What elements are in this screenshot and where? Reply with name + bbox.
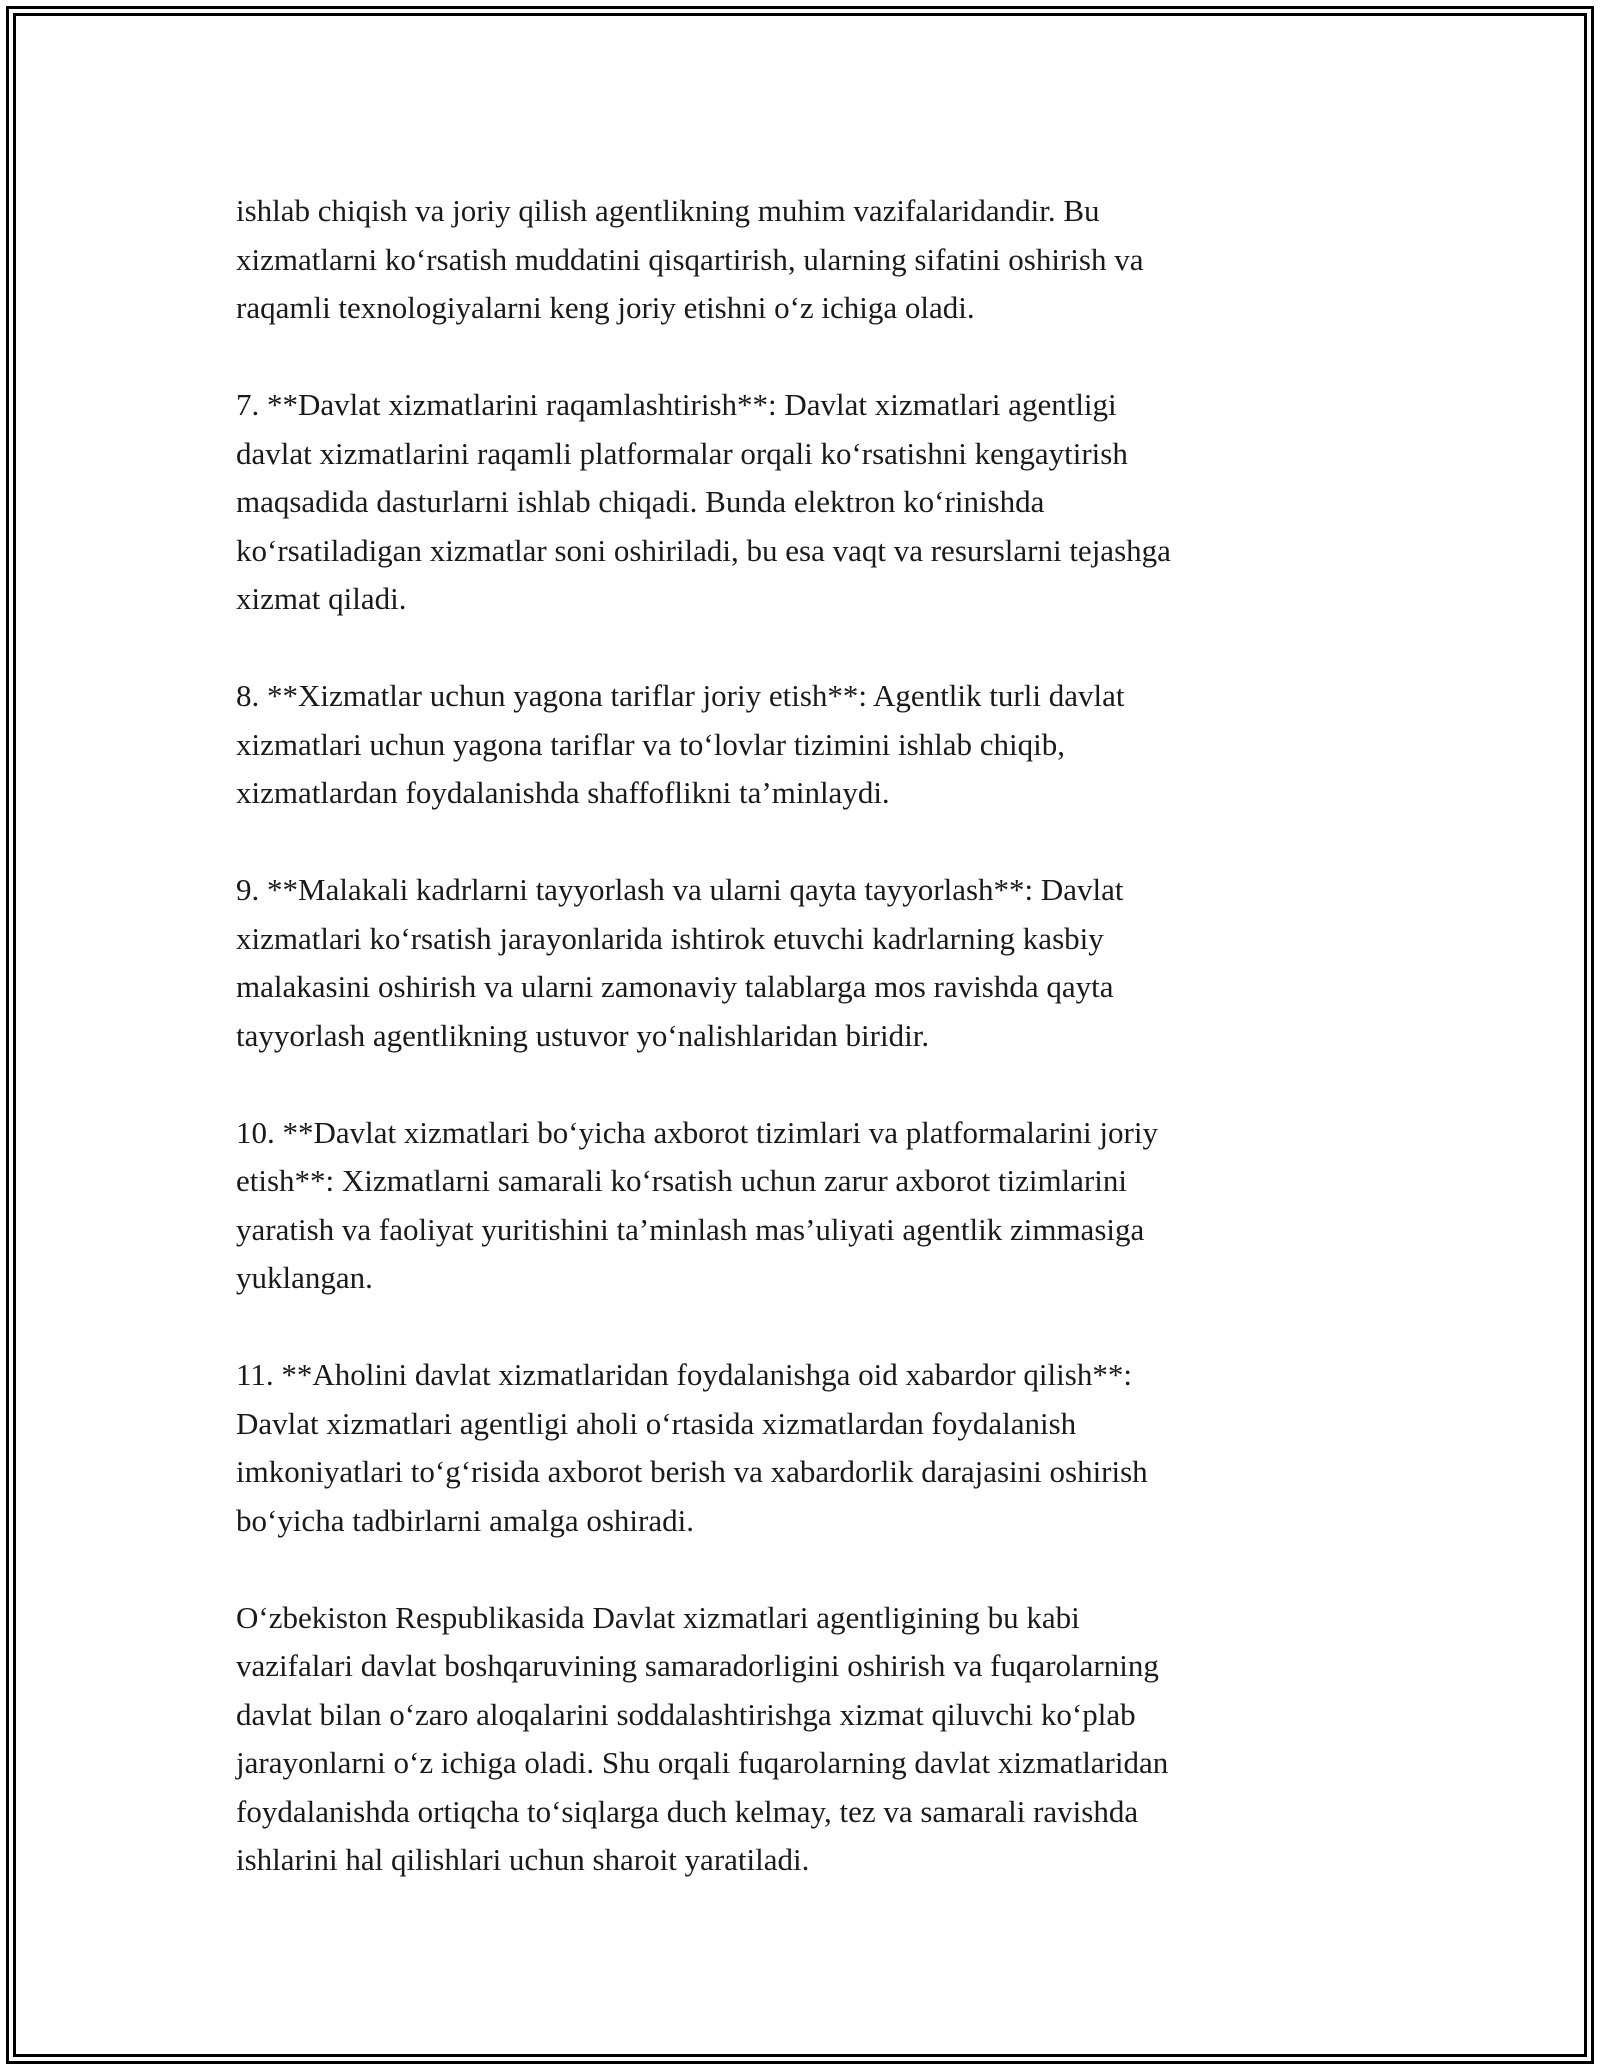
paragraph-conclusion: O‘zbekiston Respublikasida Davlat xizmatlari agentligining bu kabi vazifalari davlat boshqaruvining samaradorligini oshirish va fuqarolarning davlat bilan o‘zaro aloqalarini soddalashtirishga xizmat qiluvchi ko‘plab jarayonlarni o‘z ichiga oladi. Shu orqali fuqarolarning davlat xizmatlaridan foydalanishda ortiqcha to‘siqlarga duch kelmay, tez va samarali ravishda ishlarini hal qilishlari uchun sharoit yaratiladi.	[236, 1599, 1169, 1877]
document-body	[236, 187, 1366, 1885]
paragraph-intro: ishlab chiqish va joriy qilish agentlikning muhim vazifalaridandir. Bu xizmatlarni ko‘rsatish muddatini qisqartirish, ularning sifatini oshirish va raqamli texnologiyalarni keng joriy etishni o‘z ichiga oladi.	[236, 193, 1144, 325]
paragraph-item-9: 9. **Malakali kadrlarni tayyorlash va ularni qayta tayyorlash**: Davlat xizmatlari ko‘rsatish jarayonlarida ishtirok etuvchi kadrlarning kasbiy malakasini oshirish va ularni zamonaviy talablarga mos ravishda qayta tayyorlash agentlikning ustuvor yo‘nalishlaridan biridir.	[236, 872, 1124, 1053]
paragraph-item-10: 10. **Davlat xizmatlari bo‘yicha axborot tizimlari va platformalarini joriy etish**: Xizmatlarni samarali ko‘rsatish uchun zarur axborot tizimlarini yaratish va faoliyat yuritishini ta’minlash mas’uliyati agentlik zimmasiga yuklangan.	[236, 1114, 1158, 1295]
paragraph-item-8: 8. **Xizmatlar uchun yagona tariflar joriy etish**: Agentlik turli davlat xizmatlari uchun yagona tariflar va to‘lovlar tizimini ishlab chiqib, xizmatlardan foydalanishda shaffoflikni ta’minlaydi.	[236, 678, 1125, 810]
paragraph-item-7: 7. **Davlat xizmatlarini raqamlashtirish**: Davlat xizmatlari agentligi davlat xizmatlarini raqamli platformalar orqali ko‘rsatishni kengaytirish maqsadida dasturlarni ishlab chiqadi. Bunda elektron ko‘rinishda ko‘rsatiladigan xizmatlar soni oshiriladi, bu esa vaqt va resurslarni tejashga xizmat qiladi.	[236, 387, 1171, 616]
paragraph-item-11: 11. **Aholini davlat xizmatlaridan foydalanishga oid xabardor qilish**: Davlat xizmatlari agentligi aholi o‘rtasida xizmatlardan foydalanish imkoniyatlari to‘g‘risida axborot berish va xabardorlik darajasini oshirish bo‘yicha tadbirlarni amalga oshiradi.	[236, 1357, 1148, 1538]
